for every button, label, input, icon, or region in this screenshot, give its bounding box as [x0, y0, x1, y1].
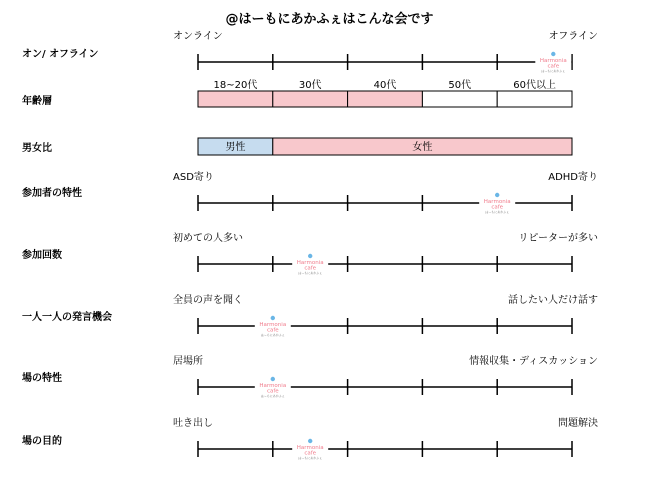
age-cell-label: 18~20代 [213, 80, 258, 91]
logo-text-harmonia: Harmonia [259, 322, 287, 328]
logo-text-cafe: cafe [304, 450, 317, 457]
logo-dot-icon [495, 193, 499, 197]
scale-left-label: 全員の声を聞く [173, 295, 243, 306]
row-label-age: 年齢層 [22, 96, 52, 107]
scale-right-label: 情報収集・ディスカッション [469, 356, 598, 367]
position-marker-logo-icon [479, 190, 515, 215]
logo-text-harmonia: Harmonia [483, 199, 511, 205]
position-marker-logo-icon [255, 374, 291, 399]
scale-right-label: 話したい人だけ話す [508, 295, 598, 306]
row-label: オン/ オフライン [22, 49, 99, 60]
logo-text-cafe: cafe [266, 327, 279, 334]
row-label: 参加回数 [22, 250, 62, 261]
age-cell [422, 91, 497, 107]
gender-female-label: 女性 [412, 142, 433, 153]
logo-text-cafe: cafe [547, 63, 560, 70]
position-marker-logo-icon [292, 251, 328, 276]
scale-left-label: 初めての人多い [173, 233, 243, 244]
logo-text-kana: はーもにあかふぇ [298, 271, 323, 275]
logo-dot-icon [271, 377, 275, 381]
logo-text-kana: はーもにあかふぇ [260, 333, 285, 337]
age-cell [273, 91, 348, 107]
logo-dot-icon [308, 439, 312, 443]
age-cell-label: 60代以上 [513, 80, 556, 91]
logo-text-kana: はーもにあかふぇ [485, 210, 510, 214]
scale-left-label: オンライン [173, 31, 223, 42]
logo-dot-icon [551, 52, 555, 56]
logo-text-cafe: cafe [491, 204, 504, 211]
scale-right-label: ADHD寄り [548, 172, 598, 183]
scale-left-label: 吐き出し [173, 418, 213, 429]
logo-dot-icon [271, 316, 275, 320]
logo-text-kana: はーもにあかふぇ [541, 69, 566, 73]
page-title: @はーもにあかふぇはこんな会です [225, 12, 434, 27]
scale-right-label: 問題解決 [558, 418, 598, 429]
logo-text-kana: はーもにあかふぇ [260, 394, 285, 398]
logo-text-harmonia: Harmonia [259, 383, 287, 389]
gender-male-label: 男性 [225, 142, 246, 153]
age-cell [348, 91, 423, 107]
position-marker-logo-icon [255, 313, 291, 338]
logo-text-cafe: cafe [304, 265, 317, 272]
row-label: 一人一人の発言機会 [22, 312, 112, 323]
age-cell-label: 30代 [298, 80, 322, 91]
scale-right-label: オフライン [548, 31, 598, 42]
age-cell [497, 91, 572, 107]
scale-left-label: ASD寄り [173, 172, 214, 183]
row-label: 参加者の特性 [22, 188, 82, 199]
row-label-gender: 男女比 [22, 143, 52, 154]
age-cell [198, 91, 273, 107]
logo-dot-icon [308, 254, 312, 258]
logo-text-harmonia: Harmonia [539, 58, 567, 64]
logo-text-cafe: cafe [266, 388, 279, 395]
logo-text-harmonia: Harmonia [296, 445, 324, 451]
logo-text-kana: はーもにあかふぇ [298, 456, 323, 460]
logo-text-harmonia: Harmonia [296, 260, 324, 266]
position-marker-logo-icon [535, 49, 571, 74]
age-cell-label: 40代 [373, 80, 397, 91]
position-marker-logo-icon [292, 436, 328, 461]
scale-right-label: リピーターが多い [518, 233, 598, 244]
row-label: 場の目的 [22, 436, 62, 447]
age-cell-label: 50代 [448, 80, 472, 91]
scale-left-label: 居場所 [173, 356, 203, 367]
row-label: 場の特性 [22, 373, 62, 384]
